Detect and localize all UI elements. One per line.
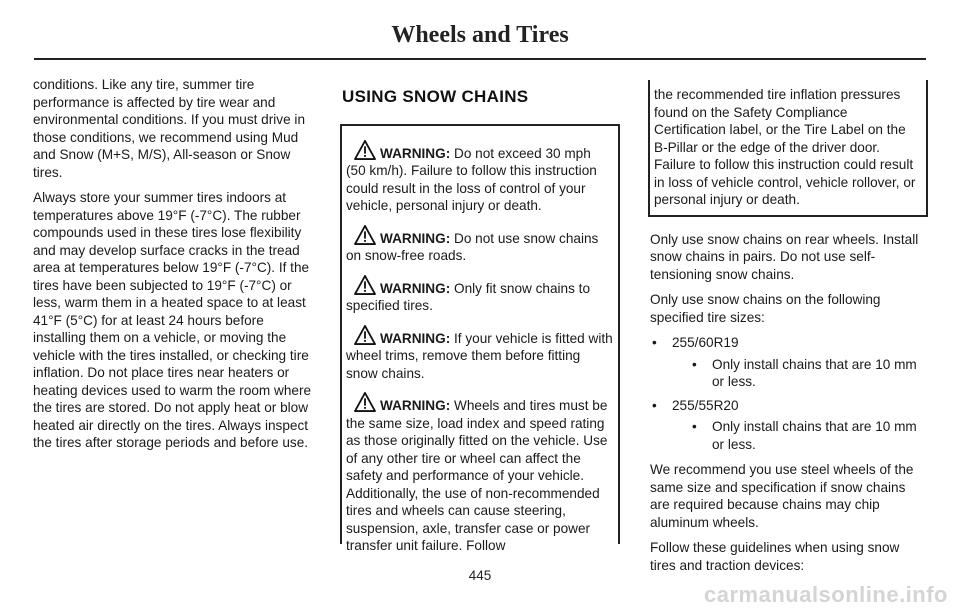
warning-label: WARNING: [380, 145, 451, 161]
column-3 [650, 86, 926, 582]
list-item: • Only install chains that are 10 mm or less. [672, 418, 926, 453]
list-item [650, 397, 926, 454]
paragraph: Only use snow chains on rear wheels. Install snow chains in pairs. Do not use self-tensioning snow chains. [650, 231, 919, 282]
warning-text: If your vehicle is fitted with wheel trims, remove them before fitting snow chains. [346, 330, 613, 381]
paragraph: conditions. Like any tire, summer tire performance is affected by tire wear and environmental conditions. If you must drive in those conditions, we recommend using Mud and Snow (M+S, M/S), All-season or Snow tires. [33, 77, 306, 180]
warning-triangle-icon [354, 225, 376, 245]
warning-label: WARNING: [380, 280, 451, 296]
warning-triangle-icon [354, 275, 376, 295]
warning-item [342, 225, 618, 265]
tire-size: 255/55R20 [672, 397, 739, 413]
page-number: 445 [468, 568, 492, 583]
list-item [650, 334, 926, 391]
warning-triangle-icon [354, 325, 376, 345]
warning-label: WARNING: [380, 330, 451, 346]
warning-triangle-icon [354, 392, 376, 412]
warning-text: Wheels and tires must be the same size, load index and speed rating as those originally fitted on the vehicle. Use of any other tire or wheel can affect the safety and performance of your vehicle. Additionally, the use of non-recommended tires and wheels can cause steering, suspension, axle, transfer case or power transfer unit failure. Follow [346, 398, 608, 553]
column-1 [33, 76, 317, 460]
warning-item [342, 392, 618, 555]
column-2 [342, 76, 618, 553]
warning-continued-box [648, 80, 928, 217]
warning-item [342, 325, 618, 383]
warning-triangle-icon [354, 140, 376, 160]
warning-text: Do not exceed 30 mph (50 km/h). Failure to follow this instruction could result in the loss of control of your vehicle, personal injury or death. [346, 145, 597, 213]
paragraph: Follow these guidelines when using snow tires and traction devices: [650, 540, 900, 573]
paragraph: Only use snow chains on the following specified tire sizes: [650, 292, 881, 325]
section-heading: USING SNOW CHAINS [342, 87, 529, 106]
paragraph: We recommend you use steel wheels of the same size and specification if snow chains are required because chains may chip aluminum wheels. [650, 462, 914, 530]
tire-size-list [650, 334, 926, 453]
watermark: carmanualsonline.info [704, 582, 948, 607]
list-item: • Only install chains that are 10 mm or less. [672, 356, 926, 391]
warning-label: WARNING: [380, 398, 451, 413]
warning-item [342, 140, 618, 215]
warning-label: WARNING: [380, 230, 451, 246]
warning-continued-text: the recommended tire inflation pressures found on the Safety Compliance Certification label, or the Tire Label on the B-Pillar or the edge of the driver door. Failure to follow this instruction could result in loss of vehicle control, vehicle rollover, or personal injury or death. [654, 87, 916, 207]
sub-list [672, 356, 926, 391]
paragraph: Always store your summer tires indoors at temperatures above 19°F (-7°C). The rubber compounds used in these tires lose flexibility and may develop surface cracks in the tread area at temperatures below 19°F (-7°C). If the tires have been subjected to 19°F (-7°C) or less, warm them in a heated space to at least 41°F (5°C) for at least 24 hours before installing them on a vehicle, or moving the vehicle with the tires installed, or checking tire inflation. Do not place tires near heaters or heating devices used to warm the room where the tires are stored. Do not apply heat or blow heated air directly on the tires. Always inspect the tires after storage periods and before use. [33, 190, 312, 450]
header-rule [34, 58, 926, 60]
page-title: Wheels and Tires [391, 22, 569, 48]
warning-text: Do not use snow chains on snow-free roads. [346, 230, 599, 263]
warning-text: Only fit snow chains to specified tires. [346, 280, 591, 313]
tire-size: 255/60R19 [672, 335, 739, 350]
sub-list [672, 418, 926, 453]
warning-box [340, 124, 620, 553]
warning-item [342, 275, 618, 315]
